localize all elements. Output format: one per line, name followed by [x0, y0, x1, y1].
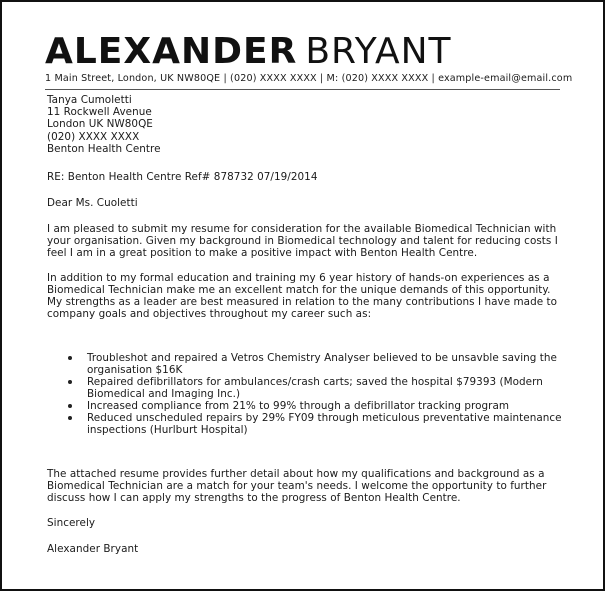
bullet-icon [68, 416, 72, 420]
recipient-address-line2: London UK NW80QE [47, 118, 153, 131]
bullet-icon [68, 404, 72, 408]
list-item [87, 376, 567, 400]
last-name: BRYANT [305, 31, 452, 72]
bullet-icon [68, 380, 72, 384]
paragraph-intro: I am pleased to submit my resume for consideration for the available Biomedical Technician with your organisation. Given my background in Biomedical technology and talent for reducing costs I feel I am in a great position to make a positive impact with Benton Health Centre. [47, 223, 558, 260]
complimentary-close: Sincerely [47, 517, 96, 530]
list-item-text: Troubleshot and repaired a Vetros Chemistry Analyser believed to be unsavble saving the organisation $16K [87, 352, 557, 377]
list-item [87, 412, 567, 436]
achievements-list [47, 352, 567, 436]
signature-name: Alexander Bryant [47, 543, 139, 556]
list-item [87, 400, 567, 412]
list-item-text: Increased compliance from 21% to 99% through a defibrillator tracking program [87, 400, 510, 413]
first-name: ALEXANDER [45, 31, 298, 72]
bullet-icon [68, 356, 72, 360]
contact-line: 1 Main Street, London, UK NW80QE | (020) XXXX XXXX | M: (020) XXXX XXXX | example-email@email.com [45, 73, 560, 90]
recipient-address-line1: 11 Rockwell Avenue [47, 106, 152, 119]
reference-line: RE: Benton Health Centre Ref# 878732 07/19/2014 [47, 171, 318, 184]
recipient-block [47, 94, 567, 155]
paragraph-experience: In addition to my formal education and training my 6 year history of hands-on experiences as a Biomedical Technician make me an excellent match for the unique demands of this opportunity. My strengths as a leader are best measured in relation to the many contributions I have made to company goals and objectives throughout my career such as: [47, 272, 558, 321]
letter-body [47, 94, 567, 555]
recipient-name: Tanya Cumoletti [47, 94, 132, 106]
list-item-text: Reduced unscheduled repairs by 29% FY09 through meticulous preventative maintenance inspections (Hurlburt Hospital) [87, 412, 562, 437]
list-item [87, 352, 567, 376]
recipient-phone: (020) XXXX XXXX [47, 130, 140, 143]
salutation: Dear Ms. Cuoletti [47, 197, 138, 210]
list-item-text: Repaired defibrillators for ambulances/crash carts; saved the hospital $79393 (Modern Biomedical and Imaging Inc.) [87, 376, 543, 401]
letterhead-name [45, 31, 452, 72]
paragraph-closing: The attached resume provides further detail about how my qualifications and background as a Biomedical Technician are a match for your team's needs. I welcome the opportunity to further discuss how I can apply my strengths to the progress of Benton Health Centre. [47, 468, 547, 505]
recipient-organization: Benton Health Centre [47, 142, 161, 155]
